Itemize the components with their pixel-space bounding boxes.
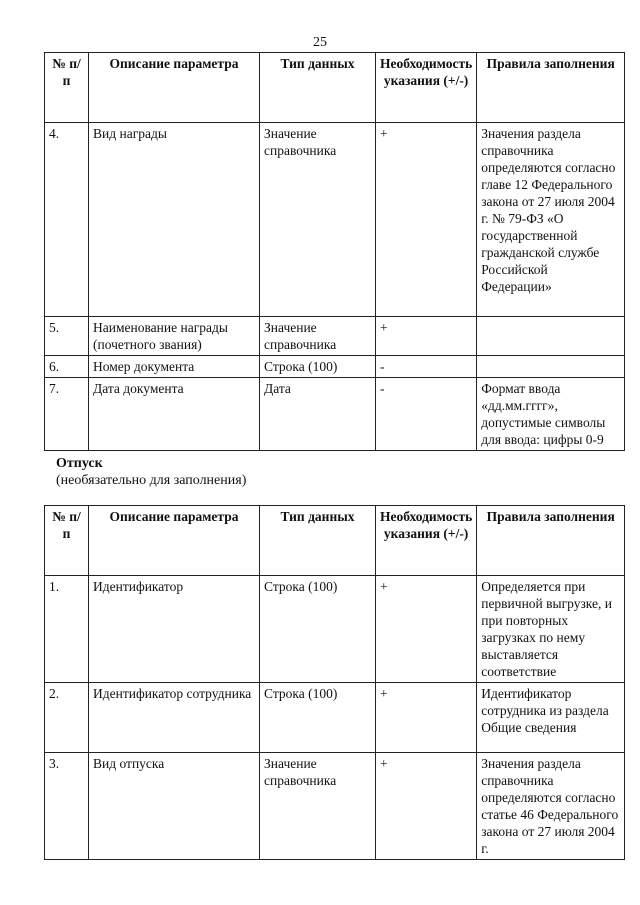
row-type: Значение справочника — [260, 753, 376, 860]
row-type: Строка (100) — [260, 576, 376, 683]
table-header-row — [45, 53, 625, 123]
table-row — [45, 378, 625, 451]
row-desc: Идентификатор сотрудника — [89, 683, 260, 753]
row-type: Значение справочника — [260, 123, 376, 317]
table-row — [45, 123, 625, 317]
page-number: 25 — [313, 35, 327, 50]
vacation-section-heading — [56, 455, 246, 489]
row-num: 7. — [45, 378, 89, 451]
header-need: Необходимость указания (+/-) — [376, 506, 477, 576]
row-need: + — [376, 576, 477, 683]
row-rules: Значения раздела справочника определяются согласно статье 46 Федерального закона от 27 июля 2004 г. — [477, 753, 625, 860]
awards-table — [44, 52, 625, 451]
table-header-row — [45, 506, 625, 576]
row-num: 6. — [45, 356, 89, 378]
header-num: № п/п — [45, 53, 89, 123]
row-rules: Значения раздела справочника определяются согласно главе 12 Федерального закона от 27 июля 2004 г. № 79-ФЗ «О государственной гражданской службе Российской Федерации» — [477, 123, 625, 317]
row-num: 1. — [45, 576, 89, 683]
table-row — [45, 356, 625, 378]
row-desc: Вид награды — [89, 123, 260, 317]
section-title: Отпуск — [56, 456, 103, 471]
table-row — [45, 317, 625, 356]
row-desc: Номер документа — [89, 356, 260, 378]
row-type: Строка (100) — [260, 683, 376, 753]
row-need: + — [376, 317, 477, 356]
row-need: - — [376, 378, 477, 451]
header-desc: Описание параметра — [89, 506, 260, 576]
table-row — [45, 753, 625, 860]
header-rules: Правила заполнения — [477, 53, 625, 123]
header-desc: Описание параметра — [89, 53, 260, 123]
row-rules — [477, 356, 625, 378]
header-rules: Правила заполнения — [477, 506, 625, 576]
header-type: Тип данных — [260, 506, 376, 576]
header-num: № п/п — [45, 506, 89, 576]
row-need: + — [376, 123, 477, 317]
row-type: Дата — [260, 378, 376, 451]
table-row — [45, 683, 625, 753]
section-subtitle: (необязательно для заполнения) — [56, 473, 247, 488]
row-rules: Идентификатор сотрудника из раздела Общие сведения — [477, 683, 625, 753]
row-need: - — [376, 356, 477, 378]
header-type: Тип данных — [260, 53, 376, 123]
row-type: Строка (100) — [260, 356, 376, 378]
row-desc: Идентификатор — [89, 576, 260, 683]
row-rules — [477, 317, 625, 356]
row-need: + — [376, 683, 477, 753]
row-desc: Вид отпуска — [89, 753, 260, 860]
row-desc: Дата документа — [89, 378, 260, 451]
row-num: 3. — [45, 753, 89, 860]
row-num: 5. — [45, 317, 89, 356]
row-desc: Наименование награды (почетного звания) — [89, 317, 260, 356]
vacation-table — [44, 505, 625, 860]
row-num: 4. — [45, 123, 89, 317]
row-need: + — [376, 753, 477, 860]
row-num: 2. — [45, 683, 89, 753]
row-rules: Формат ввода «дд.мм.гггг», допустимые символы для ввода: цифры 0-9 — [477, 378, 625, 451]
table-row — [45, 576, 625, 683]
row-rules: Определяется при первичной выгрузке, и при повторных загрузках по нему выставляется соответствие — [477, 576, 625, 683]
header-need: Необходимость указания (+/-) — [376, 53, 477, 123]
row-type: Значение справочника — [260, 317, 376, 356]
